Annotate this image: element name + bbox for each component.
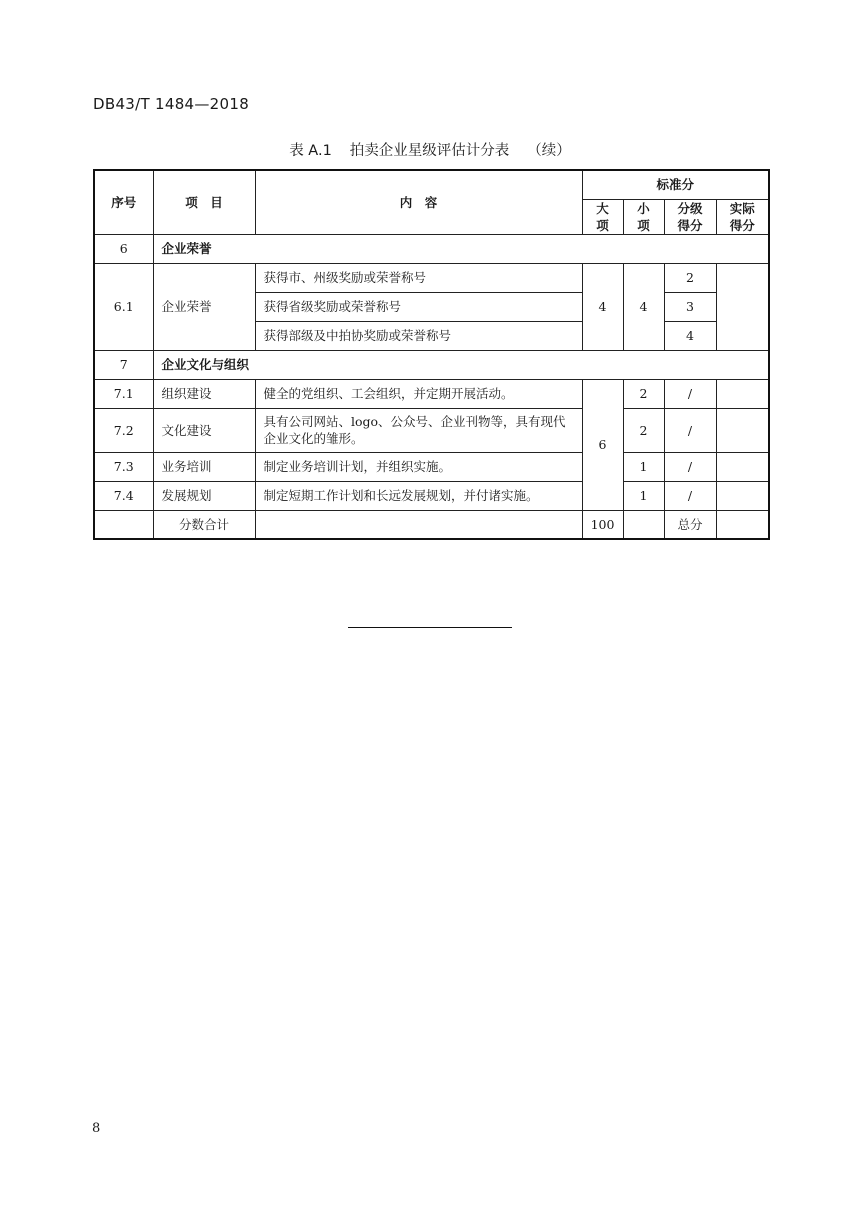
- row-actual: [716, 379, 769, 408]
- row-seq: 7.1: [94, 379, 153, 408]
- header-standard-score: 标准分: [582, 170, 769, 199]
- row-item: 发展规划: [153, 481, 255, 510]
- row-minor: 2: [623, 379, 664, 408]
- row-grade: 3: [664, 292, 716, 321]
- row-content: 获得省级奖励或荣誉称号: [255, 292, 582, 321]
- header-minor: 小 项: [623, 199, 664, 234]
- table-row: [94, 379, 769, 408]
- row-item: 文化建设: [153, 408, 255, 452]
- row-grade: /: [664, 408, 716, 452]
- table-row: [94, 452, 769, 481]
- row-grade: /: [664, 481, 716, 510]
- row-item: 企业荣誉: [153, 263, 255, 350]
- row-content: 具有公司网站、logo、公众号、企业刊物等，具有现代 企业文化的雏形。: [255, 408, 582, 452]
- row-seq: 7.3: [94, 452, 153, 481]
- row-seq: 6.1: [94, 263, 153, 350]
- header-actual-score: 实际 得分: [716, 199, 769, 234]
- row-content: 制定短期工作计划和长远发展规划，并付诸实施。: [255, 481, 582, 510]
- row-actual: [716, 408, 769, 452]
- table-row: [94, 263, 769, 292]
- section-seq: 7: [94, 350, 153, 379]
- row-actual: [716, 452, 769, 481]
- table-label: 表 A.1: [289, 143, 332, 159]
- total-label: 分数合计: [153, 510, 255, 539]
- row-actual: [716, 263, 769, 350]
- table-title: [0, 139, 860, 160]
- total-row: [94, 510, 769, 539]
- total-grade: 总分: [664, 510, 716, 539]
- section-title: 企业文化与组织: [153, 350, 769, 379]
- row-major: 4: [582, 263, 623, 350]
- section-row: [94, 234, 769, 263]
- row-seq: 7.4: [94, 481, 153, 510]
- row-grade: 4: [664, 321, 716, 350]
- table-continued: （续）: [527, 143, 571, 159]
- row-grade: 2: [664, 263, 716, 292]
- end-rule: [348, 627, 512, 628]
- table-row: [94, 408, 769, 452]
- header-seq: 序号: [94, 170, 153, 234]
- table-row: [94, 481, 769, 510]
- row-item: 组织建设: [153, 379, 255, 408]
- row-major: 6: [582, 379, 623, 510]
- row-minor: 1: [623, 452, 664, 481]
- row-content: 获得部级及中拍协奖励或荣誉称号: [255, 321, 582, 350]
- header-major: 大 项: [582, 199, 623, 234]
- row-item: 业务培训: [153, 452, 255, 481]
- section-title: 企业荣誉: [153, 234, 769, 263]
- row-minor: 2: [623, 408, 664, 452]
- row-grade: /: [664, 452, 716, 481]
- total-major: 100: [582, 510, 623, 539]
- row-minor: 1: [623, 481, 664, 510]
- table-name: 拍卖企业星级评估计分表: [349, 143, 510, 159]
- row-seq: 7.2: [94, 408, 153, 452]
- row-content: 健全的党组织、工会组织，并定期开展活动。: [255, 379, 582, 408]
- total-content: [255, 510, 582, 539]
- total-minor: [623, 510, 664, 539]
- header-item: 项 目: [153, 170, 255, 234]
- row-content: 制定业务培训计划，并组织实施。: [255, 452, 582, 481]
- row-actual: [716, 481, 769, 510]
- header-row: [94, 170, 769, 199]
- total-seq: [94, 510, 153, 539]
- header-content: 内 容: [255, 170, 582, 234]
- section-seq: 6: [94, 234, 153, 263]
- header-grade-score: 分级 得分: [664, 199, 716, 234]
- document-code: DB43/T 1484—2018: [93, 95, 250, 113]
- section-row: [94, 350, 769, 379]
- row-content: 获得市、州级奖励或荣誉称号: [255, 263, 582, 292]
- row-grade: /: [664, 379, 716, 408]
- row-minor: 4: [623, 263, 664, 350]
- page-number: 8: [92, 1121, 101, 1136]
- total-actual: [716, 510, 769, 539]
- scoring-table: [93, 169, 770, 540]
